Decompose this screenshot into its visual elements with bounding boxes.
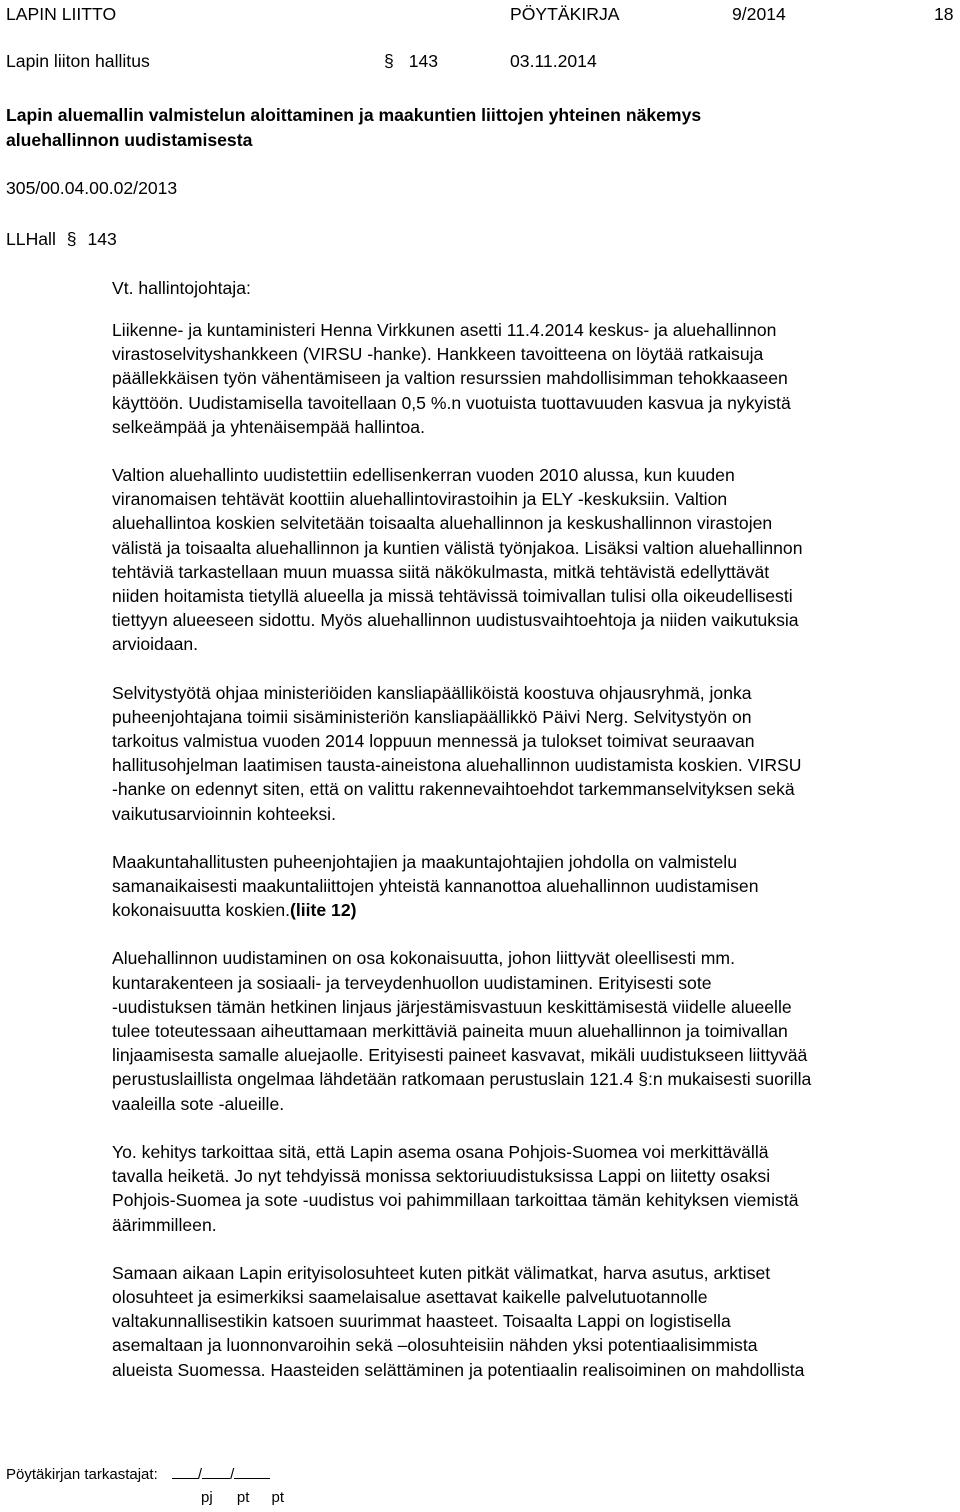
paragraph [112,850,957,923]
title-line: Lapin aluemallin valmistelun aloittaminen ja maakuntien liittojen yhteinen näkemys [6,105,702,125]
text-line: valtakunnallisestikin katsoen suurimmat haasteet. Toisaalta Lappi on logistisella [112,1311,731,1332]
initials-inspector: pt [271,1489,285,1506]
text-line: asemaltaan ja luonnonvaroihin sekä –olosuhteisiin nähden yksi potentiaalisimmista [112,1335,758,1356]
inspector-initials [201,1489,284,1506]
separator: / [230,1466,235,1483]
text-line: tavalla heiketä. Jo nyt tehdyissä monissa sektoriuudistuksissa Lappi on liitetty osaksi [112,1166,771,1187]
signature-blank [234,1463,270,1479]
text-line: arvioidaan. [112,634,199,655]
text-line: linjaamisesta samalle aluejaolle. Erityisesti paineet kasvavat, mikäli uudistukseen liittyvää [112,1045,808,1066]
text-line: aluehallintoa koskien selvitetään toisaalta aluehallinnon ja keskushallinnon virastojen [112,513,773,534]
text-span: kokonaisuutta koskien. [112,900,290,921]
paragraph [112,946,957,1115]
page-number: 18 [934,4,954,24]
text-line: Selvitystyötä ohjaa ministeriöiden kansliapäälliköistä koostuva ohjausryhmä, jonka [112,682,752,703]
reference-number: 143 [87,229,117,249]
text-line: tarkoitus valmistua vuoden 2014 loppuun mennessä ja tulokset toimivat seuraavan [112,731,755,752]
signature-blank [172,1463,198,1479]
meeting-date: 03.11.2014 [510,51,597,71]
text-line: Aluehallinnon uudistaminen on osa kokonaisuutta, johon liittyvät oleellisesti mm. [112,948,735,969]
doc-number: 9/2014 [732,4,786,24]
separator: / [197,1466,203,1483]
text-line: Pohjois-Suomea ja sote -uudistus voi pahimmillaan tarkoittaa tämän kehityksen viemistä [112,1190,799,1211]
org-name: LAPIN LIITTO [6,4,117,24]
initials-inspector: pt [236,1489,250,1506]
paragraph [112,1140,957,1237]
diary-number: 305/00.04.00.02/2013 [6,178,178,198]
attachment-reference: (liite 12) [290,900,357,921]
paragraph [112,318,957,439]
text-line: hallitusohjelman laatimisen tausta-aineistona aluehallinnon uudistamista koskien. VIRSU [112,755,802,776]
text-line: puheenjohtajana toimii sisäministeriön kansliapäällikkö Päivi Nerg. Selvitystyön on [112,706,752,727]
document-title [6,103,906,153]
signature-blank [202,1463,230,1479]
reference-prefix: LLHall [6,229,56,249]
text-line: Yo. kehitys tarkoittaa sitä, että Lapin asema osana Pohjois-Suomea voi merkittävällä [112,1141,769,1162]
text-line: tehtäviä tarkastellaan muun muassa siitä näkökulmasta, mitkä tehtävistä edellyttävät [112,561,770,582]
section-symbol: § [384,51,394,71]
footer-inspectors [6,1463,270,1483]
text-line: Valtion aluehallinto uudistettiin edellisenkerran vuoden 2010 alussa, kun kuuden [112,465,735,486]
text-line: selkeämpää ja yhtenäisempää hallintoa. [112,416,425,437]
text-line: Maakuntahallitusten puheenjohtajien ja maakuntajohtajien johdolla on valmistelu [112,851,737,872]
paragraph [112,681,957,826]
text-line: välistä ja toisaalta aluehallinnon ja kuntien välistä työnjakoa. Lisäksi valtion aluehallinnon [112,537,803,558]
text-line: vaikutusarvioinnin kohteeksi. [112,803,336,824]
text-line: olosuhteet ja esimerkiksi saamelaisalue asettavat kaikelle palvelutuotannolle [112,1286,708,1307]
text-line: -uudistuksen tämän hetkinen linjaus järjestämisvastuun keskittämisestä viidelle alueelle [112,996,792,1017]
board-reference [6,229,117,250]
title-line: aluehallinnon uudistamisesta [6,130,253,150]
section-number: 143 [408,51,439,71]
paragraph [112,1261,957,1382]
paragraph [112,463,957,657]
text-line: alueista Suomessa. Haasteiden selättäminen ja potentiaalin realisoiminen on mahdollista [112,1359,805,1380]
doc-type: PÖYTÄKIRJA [510,4,620,24]
section-mark [384,51,438,72]
text-line: kuntarakenteen ja sosiaali- ja terveydenhuollon uudistaminen. Erityisesti sote [112,972,712,993]
text-line: Liikenne- ja kuntaministeri Henna Virkkunen asetti 11.4.2014 keskus- ja aluehallinnon [112,320,777,340]
meeting-body: Lapin liiton hallitus [6,51,150,71]
initials-chair: pj [201,1489,213,1506]
text-line: viranomaisen tehtävät koottiin aluehallintovirastoihin ja ELY -keskuksiin. Valtion [112,489,728,510]
text-line: -hanke on edennyt siten, että on valittu rakennevaihtoehdot tarkemmanselvityksen sekä [112,779,795,800]
text-line: tiettyyn alueeseen sidottu. Myös aluehallinnon uudistusvaihtoehtoja ja niiden vaikutuksia [112,610,799,631]
text-line: tulee toteutessaan aiheuttamaan merkittäviä paineita muun aluehallinnon ja toimivallan [112,1021,788,1042]
text-line [112,898,957,922]
section-symbol: § [66,229,77,249]
text-line: käyttöön. Uudistamisella tavoitellaan 0,5 %.n vuotuista tuottavuuden kasvua ja nykyistä [112,392,791,413]
inspectors-label: Pöytäkirjan tarkastajat: [6,1466,158,1483]
text-line: perustuslaillista ongelmaa lähdetään ratkomaan perustuslain 121.4 §:n mukaisesti suorilla [112,1069,812,1090]
presenter-label: Vt. hallintojohtaja: [112,278,251,298]
text-line: vaaleilla sote -alueille. [112,1093,285,1114]
text-line: niiden hoitamista tietyllä alueella ja missä tehtävissä toimivallan tulisi olla oikeudellisesti [112,586,793,607]
text-line: päällekkäisen työn vähentämiseen ja valtion resurssien mahdollisimman tehokkaaseen [112,368,788,389]
text-line: äärimmilleen. [112,1214,217,1235]
text-line: samanaikaisesti maakuntaliittojen yhteistä kannanottoa aluehallinnon uudistamisen [112,876,759,897]
document-body [112,318,957,1406]
text-line: virastoselvityshankkeen (VIRSU -hanke). Hankkeen tavoitteena on löytää ratkaisuja [112,344,764,365]
text-line: Samaan aikaan Lapin erityisolosuhteet kuten pitkät välimatkat, harva asutus, arktiset [112,1262,771,1283]
